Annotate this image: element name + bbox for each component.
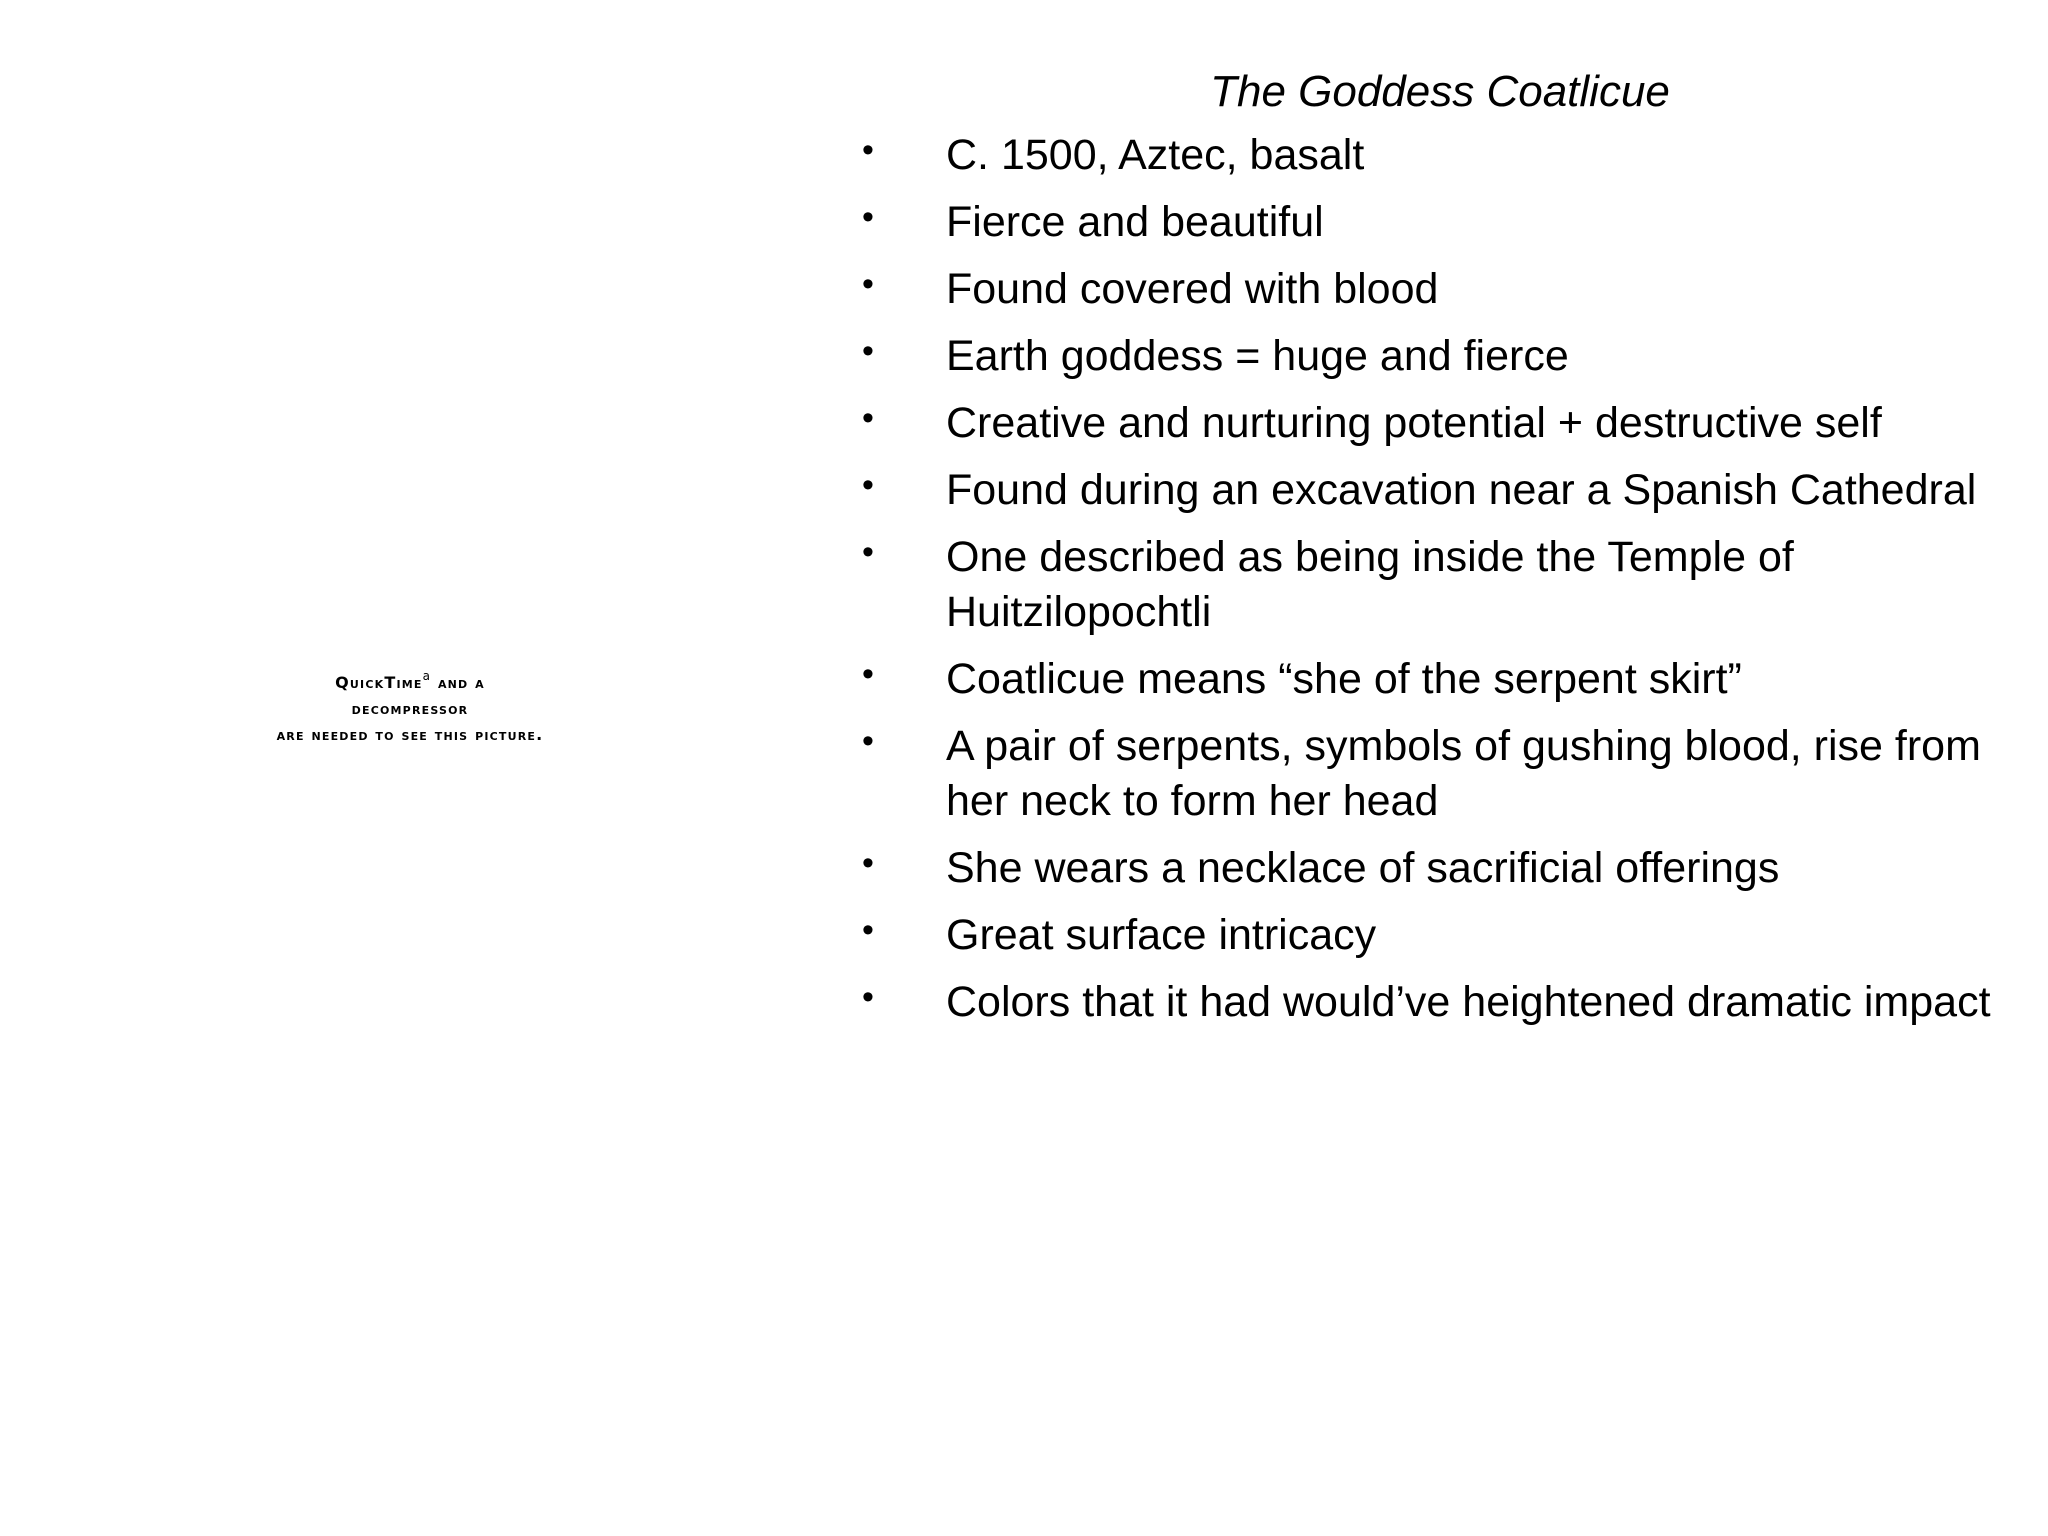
bullet-item	[858, 128, 2028, 183]
bullet-item	[858, 652, 2028, 707]
placeholder-line-3: are needed to see this picture.	[276, 725, 544, 744]
bullet-icon: •	[862, 655, 874, 693]
bullet-item	[858, 530, 2028, 640]
bullet-icon: •	[862, 131, 874, 169]
bullet-text: A pair of serpents, symbols of gushing blood, rise from her neck to form her head	[946, 722, 1981, 825]
bullet-icon: •	[862, 978, 874, 1016]
bullet-item	[858, 195, 2028, 250]
bullet-item	[858, 841, 2028, 896]
bullet-text: Fierce and beautiful	[946, 198, 1324, 246]
bullet-text: One described as being inside the Temple of Huitzilopochtli	[946, 533, 1794, 636]
placeholder-line-1	[180, 670, 640, 696]
placeholder-superscript: a	[422, 669, 432, 683]
bullet-icon: •	[862, 466, 874, 504]
bullet-text: Earth goddess = huge and fierce	[946, 332, 1569, 380]
bullet-item	[858, 908, 2028, 963]
slide-title: The Goddess Coatlicue	[1210, 67, 1670, 116]
bullet-icon: •	[862, 399, 874, 437]
bullet-item	[858, 329, 2028, 384]
bullet-text: Creative and nurturing potential + destructive self	[946, 399, 1882, 447]
placeholder-brand: QuickTime	[335, 673, 423, 692]
bullet-list	[858, 128, 2028, 1042]
bullet-item	[858, 719, 2028, 829]
bullet-icon: •	[862, 533, 874, 571]
bullet-item	[858, 463, 2028, 518]
missing-picture-placeholder	[180, 670, 640, 748]
bullet-item	[858, 975, 2028, 1030]
bullet-icon: •	[862, 911, 874, 949]
placeholder-line-2: decompressor	[351, 699, 469, 718]
bullet-text: C. 1500, Aztec, basalt	[946, 131, 1365, 179]
bullet-text: Found covered with blood	[946, 265, 1439, 313]
bullet-icon: •	[862, 265, 874, 303]
bullet-icon: •	[862, 332, 874, 370]
bullet-item	[858, 262, 2028, 317]
bullet-icon: •	[862, 198, 874, 236]
bullet-text: Colors that it had would’ve heightened dramatic impact	[946, 978, 1991, 1026]
bullet-item	[858, 396, 2028, 451]
bullet-text: Found during an excavation near a Spanish Cathedral	[946, 466, 1977, 514]
bullet-text: Great surface intricacy	[946, 911, 1377, 959]
bullet-icon: •	[862, 844, 874, 882]
placeholder-line-1-rest: and a	[431, 673, 485, 692]
bullet-icon: •	[862, 722, 874, 760]
bullet-text: Coatlicue means “she of the serpent skirt”	[946, 655, 1742, 703]
bullet-text: She wears a necklace of sacrificial offerings	[946, 844, 1780, 892]
